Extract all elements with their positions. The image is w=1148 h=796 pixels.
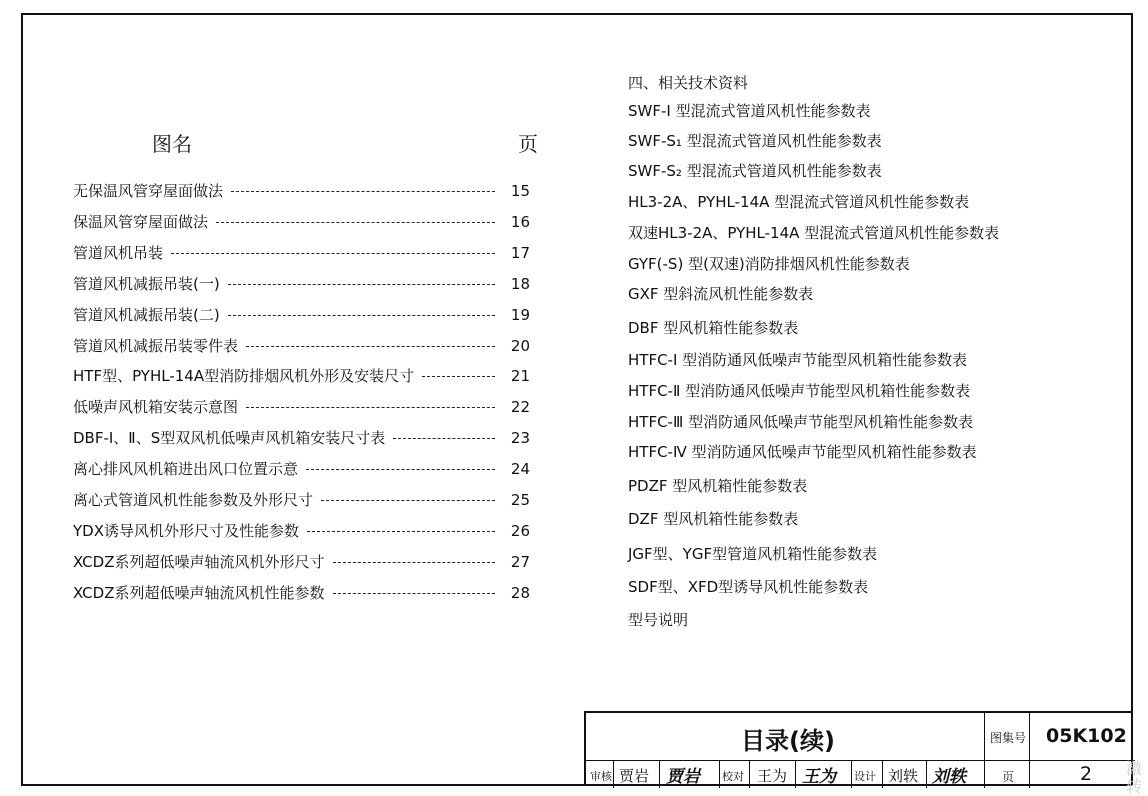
toc-row-page: 16	[510, 212, 530, 231]
toc-row-page: 24	[510, 460, 530, 479]
reference-item: 双速HL3-2A、PYHL-14A 型混流式管道风机性能参数表	[628, 224, 1000, 242]
title-block-divider	[586, 760, 1135, 761]
reference-item: GYF(-S) 型(双速)消防排烟风机性能参数表	[628, 255, 910, 273]
reference-item: SWF-Ⅰ 型混流式管道风机性能参数表	[628, 102, 871, 120]
toc-row	[73, 426, 533, 450]
toc-row-leader	[333, 593, 495, 594]
toc-row-page: 18	[510, 274, 530, 293]
reference-item: HTFC-Ⅱ 型消防通风低噪声节能型风机箱性能参数表	[628, 382, 971, 400]
toc-header-title: 图名	[152, 132, 192, 156]
toc-row	[73, 550, 533, 574]
sign-row-separator	[882, 760, 883, 788]
check-label: 校对	[722, 770, 744, 783]
toc-row	[73, 519, 533, 543]
toc-row-title: 低噪声风机箱安装示意图	[73, 398, 239, 417]
toc-row-page: 21	[510, 367, 530, 386]
toc-row-leader	[246, 407, 495, 408]
toc-row-title: 保温风管穿屋面做法	[73, 212, 209, 231]
reference-item: SDF型、XFD型诱导风机性能参数表	[628, 578, 869, 596]
toc-row-page: 17	[510, 243, 530, 262]
toc-row-leader	[216, 222, 495, 223]
toc-row-title: XCDZ系列超低噪声轴流风机性能参数	[73, 583, 325, 602]
toc-row-title: HTF型、PYHL-14A型消防排烟风机外形及安装尺寸	[73, 367, 415, 386]
toc-row-title: 离心排风风机箱进出风口位置示意	[73, 460, 299, 479]
toc-row-leader	[422, 376, 495, 377]
sign-row-separator	[719, 760, 720, 788]
references-heading: 四、相关技术资料	[628, 74, 749, 92]
sign-row-separator	[926, 760, 927, 788]
toc-row-leader	[333, 562, 495, 563]
toc-row-leader	[228, 284, 495, 285]
toc-row-page: 23	[510, 429, 530, 448]
reference-item: 型号说明	[628, 611, 689, 629]
toc-row-title: 无保温风管穿屋面做法	[73, 182, 224, 200]
toc-row-leader	[246, 346, 495, 347]
toc-row	[73, 272, 533, 296]
toc-row-title: YDX诱导风机外形尺寸及性能参数	[73, 521, 299, 540]
reference-item: SWF-S₁ 型混流式管道风机性能参数表	[628, 132, 882, 150]
sign-row-separator	[795, 760, 796, 788]
toc-row	[73, 581, 533, 605]
reference-item: HTFC-Ⅳ 型消防通风低噪声节能型风机箱性能参数表	[628, 443, 977, 461]
reference-item: DZF 型风机箱性能参数表	[628, 510, 799, 528]
toc-row-leader	[231, 191, 495, 192]
reference-item: DBF 型风机箱性能参数表	[628, 319, 799, 337]
toc-row	[73, 334, 533, 358]
title-block-separator	[984, 713, 985, 788]
toc-row-title: 管道风机减振吊装零件表	[73, 336, 239, 355]
toc-row-leader	[171, 253, 495, 254]
review-label: 审核	[590, 770, 612, 783]
reviewer-signature: 贾岩	[666, 767, 700, 787]
toc-row	[73, 303, 533, 327]
atlas-number: 05K102	[1046, 725, 1127, 747]
toc-row-leader	[321, 500, 495, 501]
checker-signature: 王为	[802, 767, 836, 787]
designer-name: 刘轶	[888, 767, 919, 785]
toc-row-page: 26	[510, 521, 530, 540]
reference-item: JGF型、YGF型管道风机箱性能参数表	[628, 545, 878, 563]
sign-row-separator	[659, 760, 660, 788]
toc-row-leader	[228, 315, 495, 316]
reference-item: HTFC-Ⅰ 型消防通风低噪声节能型风机箱性能参数表	[628, 351, 968, 369]
toc-row-title: 管道风机减振吊装(一)	[73, 274, 220, 293]
atlas-label: 图集号	[990, 731, 1027, 745]
watermark-text: 激 转	[1126, 760, 1143, 796]
toc-row	[73, 179, 533, 203]
toc-row-page: 28	[510, 583, 530, 602]
toc-header-page: 页	[518, 132, 538, 156]
reference-item: SWF-S₂ 型混流式管道风机性能参数表	[628, 162, 882, 180]
toc-row-leader	[307, 531, 495, 532]
reviewer-name: 贾岩	[619, 767, 650, 785]
toc-row-title: XCDZ系列超低噪声轴流风机外形尺寸	[73, 552, 325, 571]
page-number: 2	[1080, 763, 1093, 785]
title-block	[584, 711, 1133, 786]
reference-item: GXF 型斜流风机性能参数表	[628, 285, 814, 303]
toc-row	[73, 395, 533, 419]
sign-row-separator	[851, 760, 852, 788]
toc-row-page: 22	[510, 398, 530, 417]
page-label: 页	[1002, 770, 1015, 784]
reference-item: HTFC-Ⅲ 型消防通风低噪声节能型风机箱性能参数表	[628, 413, 974, 431]
toc-row-page: 19	[510, 305, 530, 324]
design-label: 设计	[854, 770, 876, 783]
toc-row-page: 20	[510, 336, 530, 355]
checker-name: 王为	[757, 767, 788, 785]
toc-row-leader	[393, 438, 495, 439]
toc-row	[73, 364, 533, 388]
toc-row-title: 离心式管道风机性能参数及外形尺寸	[73, 491, 314, 509]
title-block-title: 目录(续)	[741, 727, 835, 755]
toc-row	[73, 210, 533, 234]
toc-row-title: DBF-Ⅰ、Ⅱ、S型双风机低噪声风机箱安装尺寸表	[73, 429, 386, 448]
toc-row-leader	[306, 469, 495, 470]
toc-row	[73, 488, 533, 512]
title-block-separator	[1029, 713, 1030, 788]
reference-item: HL3-2A、PYHL-14A 型混流式管道风机性能参数表	[628, 193, 970, 211]
toc-row-page: 25	[510, 491, 530, 509]
toc-row-title: 管道风机吊装	[73, 243, 164, 262]
toc-row-page: 27	[510, 552, 530, 571]
toc-row-page: 15	[510, 182, 530, 200]
sign-row-separator	[613, 760, 614, 788]
toc-row	[73, 457, 533, 481]
designer-signature: 刘轶	[932, 767, 966, 787]
toc-row	[73, 241, 533, 265]
reference-item: PDZF 型风机箱性能参数表	[628, 477, 808, 495]
sign-row-separator	[749, 760, 750, 788]
toc-row-title: 管道风机减振吊装(二)	[73, 305, 220, 324]
